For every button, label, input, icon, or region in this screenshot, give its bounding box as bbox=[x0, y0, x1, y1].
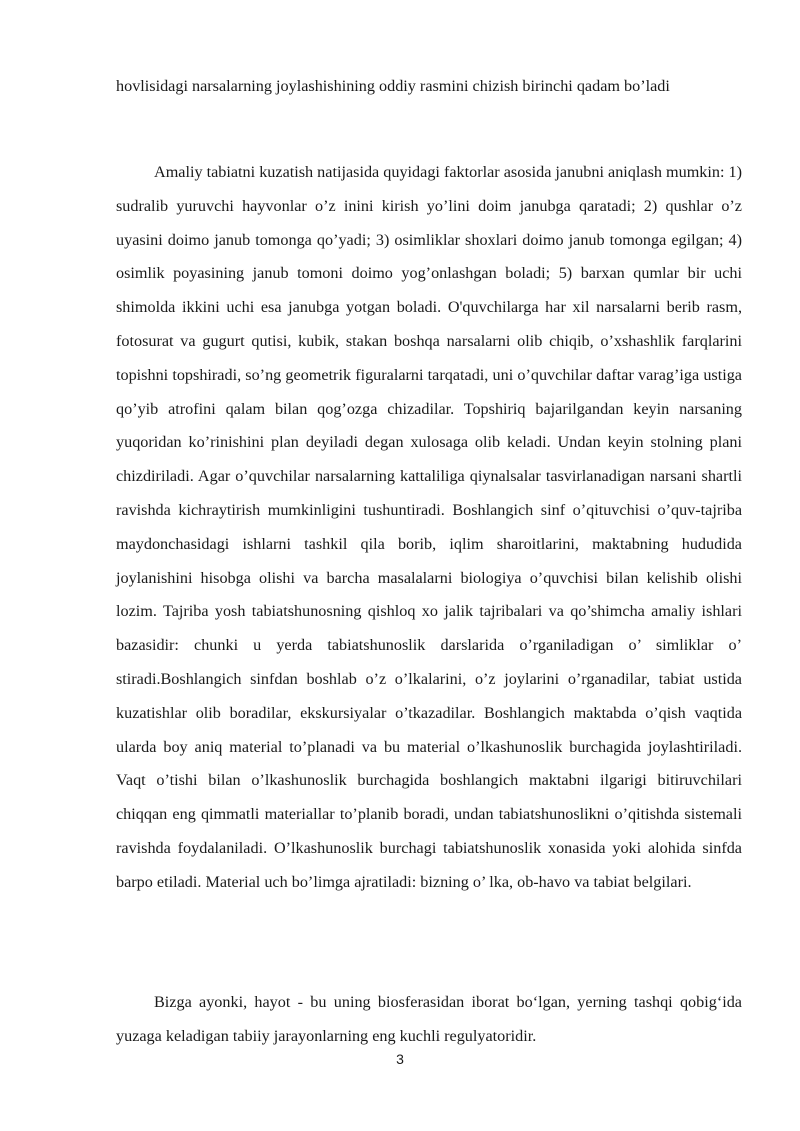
page-number: 3 bbox=[396, 1051, 404, 1067]
paragraph-biosphere: Bizga ayonki, hayot - bu uning biosferasidan iborat bo‘lgan, yerning tashqi qobig‘ida yuzaga keladigan tabiiy jarayonlarning eng kuchli regulyatoridir. bbox=[116, 993, 742, 1045]
paragraph-main: Amaliy tabiatni kuzatish natijasida quyidagi faktorlar asosida janubni aniqlash mumkin: 1) sudralib yuruvchi hayvonlar o’z inini kirish yo’lini doim janubga qaratadi; 2) qushlar o’z uyasini doimo janub tomonga qo’yadi; 3) osimliklar shoxlari doimo janub tomonga egilgan; 4) osimlik poyasining janub tomoni doimo yog’onlashgan boladi; 5) barxan qumlar bir uchi shimolda ikkini uchi esa janubga yotgan boladi. O'quvchilarga har xil narsalarni berib rasm, fotosurat va gugurt qutisi, kubik, stakan boshqa narsalarni olib chiqib, o’xshashlik farqlarini topishni topshiradi, so’ng geometrik figuralarni tarqatadi, uni o’quvchilar daftar varag’iga ustiga qo’yib atrofini qalam bilan qog’ozga chizadilar. Topshiriq bajarilgandan keyin narsaning yuqoridan ko’rinishini plan deyiladi degan xulosaga olib keladi. Undan keyin stolning plani chizdiriladi. Agar o’quvchilar narsalarning kattaliliga qiynalsalar tasvirlanadigan narsani shartli ravishda kichraytirish mumkinligini tushuntiradi. Boshlangich sinf o’qituvchisi o’quv-tajriba maydonchasidagi ishlarni tashkil qila borib, iqlim sharoitlarini, maktabning hududida joylanishini hisobga olishi va barcha masalalarni biologiya o’quvchisi bilan kelishib olishi lozim. Tajriba yosh tabiatshunosning qishloq xo jalik tajribalari va qo’shimcha amaliy ishlari bazasidir: chunki u yerda tabiatshunoslik darslarida o’rganiladigan o’ simliklar o’ stiradi.Boshlangich sinfdan boshlab o’z o’lkalarini, o’z joylarini o’rganadilar, tabiat ustida kuzatishlar olib boradilar, ekskursiyalar o’tkazadilar. Boshlangich maktabda o’qish vaqtida ularda boy aniq material to’planadi va bu material o’lkashunoslik burchagida joylashtiriladi. Vaqt o’tishi bilan o’lkashunoslik burchagida boshlangich maktabni ilgarigi bitiruvchilari chiqqan eng qimmatli materiallar to’planib boradi, undan tabiatshunoslikni o’qitishda sistemali ravishda foydalaniladi. O’lkashunoslik burchagi tabiatshunoslik xonasida yoki alohida sinfda barpo etiladi. Material uch bo’limga ajratiladi: bizning o’ lka, ob-havo va tabiat belgilari. bbox=[116, 163, 743, 891]
paragraph-continuation: hovlisidagi narsalarning joylashishining oddiy rasmini chizish birinchi qadam bo’ladi bbox=[116, 77, 670, 95]
